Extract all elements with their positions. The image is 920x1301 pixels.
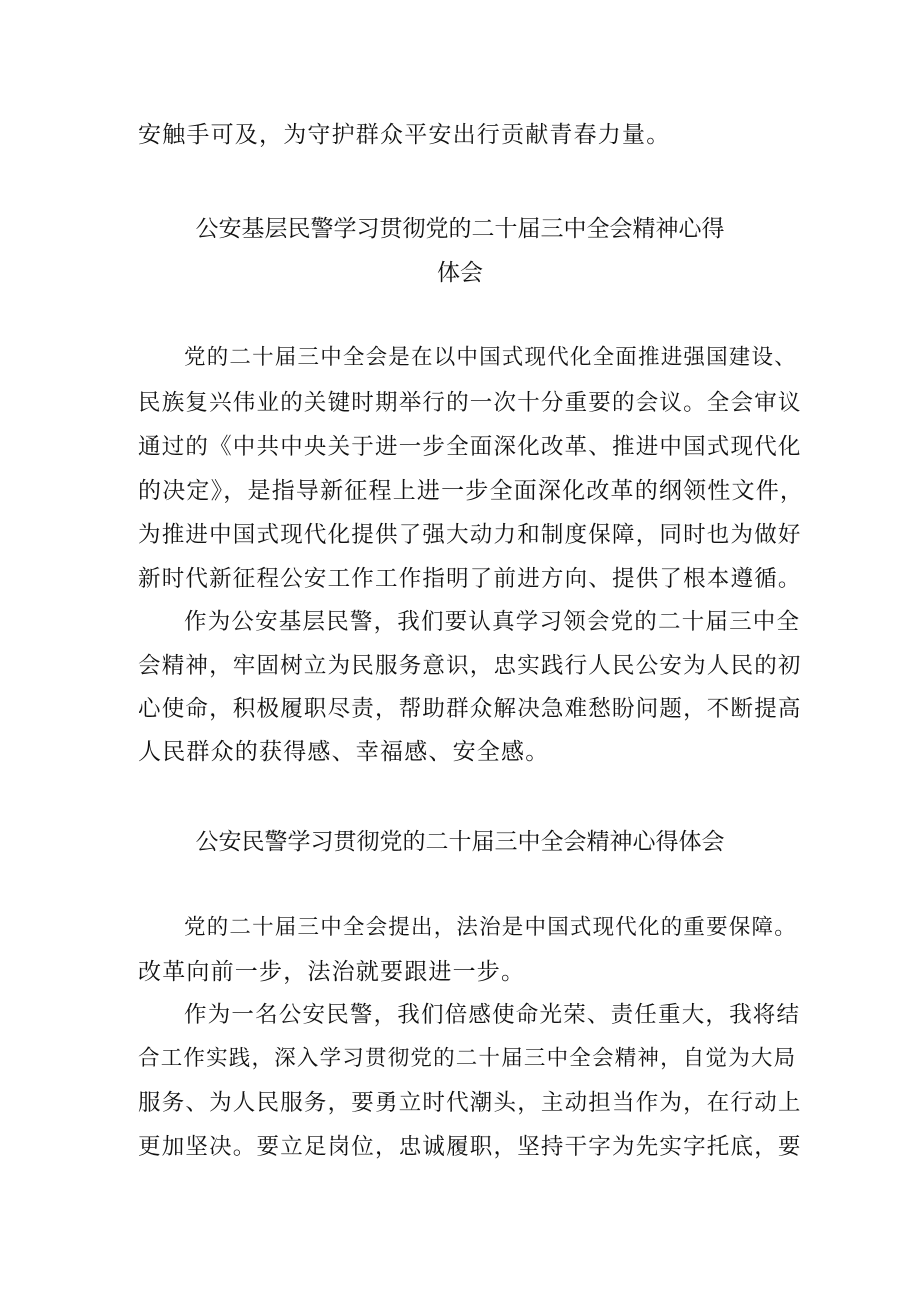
section2-paragraph1-line: 党的二十届三中全会提出，法治是中国式现代化的重要保障。 <box>184 915 797 940</box>
section1-paragraph1-line: 通过的《中共中央关于进一步全面深化改革、推进中国式现代化 <box>138 434 802 460</box>
section1-paragraph1-line: 的决定》，是指导新征程上进一步全面深化改革的纲领性文件， <box>138 478 805 504</box>
section1-title-line1: 公安基层民警学习贯彻党的二十届三中全会精神心得 <box>195 216 725 242</box>
section1-title-line2: 体会 <box>437 260 483 286</box>
section2-paragraph2-line: 合工作实践，深入学习贯彻党的二十届三中全会精神，自觉为大局 <box>138 1046 797 1071</box>
section2-paragraph1-line: 改革向前一步，法治就要跟进一步。 <box>138 959 526 985</box>
section2-paragraph2-line: 更加坚决。要立足岗位，忠诚履职，坚持干字为先实字托底，要 <box>138 1134 802 1160</box>
section1-paragraph2-line: 人民群众的获得感、幸福感、安全感。 <box>138 739 550 765</box>
section2-title: 公安民警学习贯彻党的二十届三中全会精神心得体会 <box>195 829 725 855</box>
section1-paragraph2-line: 会精神，牢固树立为民服务意识，忠实践行人民公安为人民的初 <box>138 653 802 679</box>
section1-paragraph1-line: 为推进中国式现代化提供了强大动力和制度保障，同时也为做好 <box>138 522 802 548</box>
section1-paragraph2-line: 心使命，积极履职尽责，帮助群众解决急难愁盼问题，不断提高 <box>138 696 802 722</box>
top-fragment-line: 安触手可及，为守护群众平安出行贡献青春力量。 <box>138 122 671 148</box>
section1-paragraph1-line: 党的二十届三中全会是在以中国式现代化全面推进强国建设、 <box>184 345 797 370</box>
section1-paragraph2-line: 作为公安基层民警，我们要认真学习领会党的二十届三中全 <box>184 609 801 635</box>
section2-paragraph2-line: 作为一名公安民警，我们倍感使命光荣、责任重大，我将结 <box>184 1002 801 1028</box>
section2-paragraph2-line: 服务、为人民服务，要勇立时代潮头，主动担当作为，在行动上 <box>138 1090 802 1116</box>
section1-paragraph1-line: 民族复兴伟业的关键时期举行的一次十分重要的会议。全会审议 <box>138 390 802 416</box>
section1-paragraph1-line: 新时代新征程公安工作工作指明了前进方向、提供了根本遵循。 <box>138 566 802 592</box>
